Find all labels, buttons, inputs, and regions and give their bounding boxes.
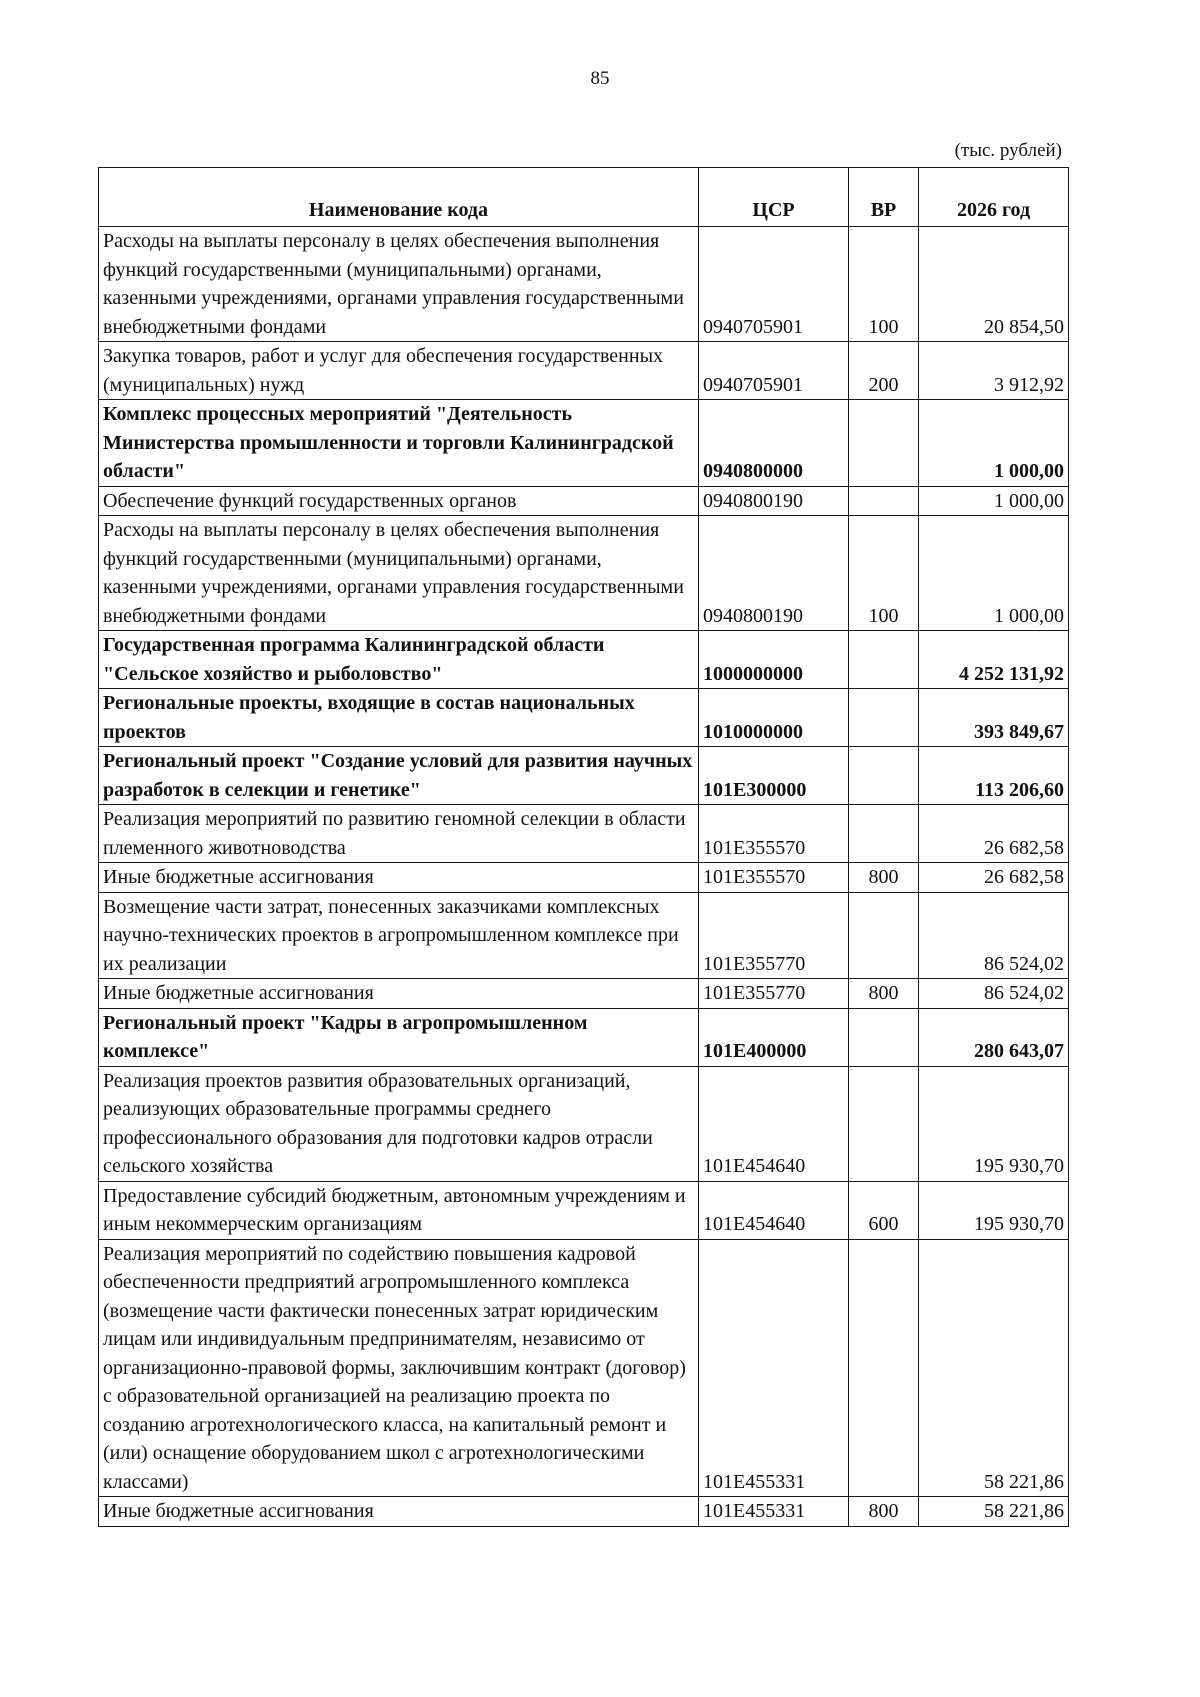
cell-vr xyxy=(849,689,919,747)
cell-name: Комплекс процессных мероприятий "Деятельность Министерства промышленности и торговли Калининградской области" xyxy=(99,400,699,487)
cell-sum: 1 000,00 xyxy=(919,486,1069,516)
cell-sum: 1 000,00 xyxy=(919,400,1069,487)
table-row xyxy=(99,979,1069,1009)
cell-vr xyxy=(849,805,919,863)
cell-vr: 800 xyxy=(849,979,919,1009)
table-row xyxy=(99,892,1069,979)
header-vr: ВР xyxy=(849,168,919,227)
cell-sum: 58 221,86 xyxy=(919,1497,1069,1527)
cell-name: Расходы на выплаты персоналу в целях обеспечения выполнения функций государственными (муниципальными) органами, казенными учреждениями, органами управления государственными внебюджетными фондами xyxy=(99,227,699,342)
cell-name: Закупка товаров, работ и услуг для обеспечения государственных (муниципальных) нужд xyxy=(99,342,699,400)
cell-csr: 0940705901 xyxy=(699,342,849,400)
cell-csr: 101E400000 xyxy=(699,1008,849,1066)
cell-csr: 101E454640 xyxy=(699,1181,849,1239)
table-row xyxy=(99,486,1069,516)
table-row xyxy=(99,516,1069,631)
cell-csr: 0940705901 xyxy=(699,227,849,342)
table-row xyxy=(99,863,1069,893)
cell-vr xyxy=(849,1239,919,1497)
cell-csr: 101E300000 xyxy=(699,747,849,805)
table-row xyxy=(99,227,1069,342)
cell-name: Реализация мероприятий по содействию повышения кадровой обеспеченности предприятий агропромышленного комплекса (возмещение части фактически понесенных затрат юридическим лицам или индивидуальным предпринимателям, независимо от организационно-правовой формы, заключившим контракт (договор) с образовательной организацией на реализацию проекта по созданию агротехнологического класса, на капитальный ремонт и (или) оснащение оборудованием школ с агротехнологическими классами) xyxy=(99,1239,699,1497)
table-body xyxy=(99,227,1069,1527)
cell-sum: 195 930,70 xyxy=(919,1066,1069,1181)
cell-csr: 101E455331 xyxy=(699,1239,849,1497)
table-header-row xyxy=(99,168,1069,227)
table-row xyxy=(99,631,1069,689)
table-row xyxy=(99,1497,1069,1527)
cell-name: Региональный проект "Создание условий для развития научных разработок в селекции и генетике" xyxy=(99,747,699,805)
cell-sum: 4 252 131,92 xyxy=(919,631,1069,689)
cell-name: Региональные проекты, входящие в состав национальных проектов xyxy=(99,689,699,747)
cell-name: Иные бюджетные ассигнования xyxy=(99,863,699,893)
cell-csr: 101E355570 xyxy=(699,863,849,893)
cell-sum: 86 524,02 xyxy=(919,892,1069,979)
cell-vr xyxy=(849,1008,919,1066)
cell-name: Иные бюджетные ассигнования xyxy=(99,1497,699,1527)
cell-vr: 100 xyxy=(849,227,919,342)
cell-name: Иные бюджетные ассигнования xyxy=(99,979,699,1009)
cell-vr: 800 xyxy=(849,863,919,893)
cell-name: Государственная программа Калининградской области "Сельское хозяйство и рыболовство" xyxy=(99,631,699,689)
cell-sum: 1 000,00 xyxy=(919,516,1069,631)
table-row xyxy=(99,1008,1069,1066)
table-row xyxy=(99,342,1069,400)
cell-name: Предоставление субсидий бюджетным, автономным учреждениям и иным некоммерческим организациям xyxy=(99,1181,699,1239)
cell-vr: 100 xyxy=(849,516,919,631)
cell-csr: 101E454640 xyxy=(699,1066,849,1181)
cell-sum: 113 206,60 xyxy=(919,747,1069,805)
header-year: 2026 год xyxy=(919,168,1069,227)
table-row xyxy=(99,1181,1069,1239)
cell-vr xyxy=(849,892,919,979)
header-csr: ЦСР xyxy=(699,168,849,227)
cell-name: Реализация мероприятий по развитию геномной селекции в области племенного животноводства xyxy=(99,805,699,863)
table-row xyxy=(99,805,1069,863)
cell-vr xyxy=(849,400,919,487)
budget-table xyxy=(98,167,1069,1527)
cell-sum: 58 221,86 xyxy=(919,1239,1069,1497)
cell-csr: 0940800000 xyxy=(699,400,849,487)
cell-name: Обеспечение функций государственных органов xyxy=(99,486,699,516)
cell-vr xyxy=(849,1066,919,1181)
cell-vr xyxy=(849,747,919,805)
cell-csr: 101E355770 xyxy=(699,979,849,1009)
header-name: Наименование кода xyxy=(99,168,699,227)
cell-vr xyxy=(849,486,919,516)
cell-vr: 200 xyxy=(849,342,919,400)
cell-sum: 393 849,67 xyxy=(919,689,1069,747)
cell-sum: 26 682,58 xyxy=(919,863,1069,893)
units-label: (тыс. рублей) xyxy=(954,140,1062,161)
cell-vr: 800 xyxy=(849,1497,919,1527)
cell-csr: 101E355770 xyxy=(699,892,849,979)
cell-name: Расходы на выплаты персоналу в целях обеспечения выполнения функций государственными (муниципальными) органами, казенными учреждениями, органами управления государственными внебюджетными фондами xyxy=(99,516,699,631)
cell-sum: 280 643,07 xyxy=(919,1008,1069,1066)
cell-csr: 101E355570 xyxy=(699,805,849,863)
cell-name: Региональный проект "Кадры в агропромышленном комплексе" xyxy=(99,1008,699,1066)
table-row xyxy=(99,400,1069,487)
cell-vr: 600 xyxy=(849,1181,919,1239)
cell-vr xyxy=(849,631,919,689)
table-row xyxy=(99,1066,1069,1181)
cell-sum: 20 854,50 xyxy=(919,227,1069,342)
cell-sum: 195 930,70 xyxy=(919,1181,1069,1239)
table-row xyxy=(99,747,1069,805)
cell-sum: 3 912,92 xyxy=(919,342,1069,400)
table-row xyxy=(99,1239,1069,1497)
page-number: 85 xyxy=(590,68,610,89)
cell-sum: 86 524,02 xyxy=(919,979,1069,1009)
cell-name: Реализация проектов развития образовательных организаций, реализующих образовательные программы среднего профессионального образования для подготовки кадров отрасли сельского хозяйства xyxy=(99,1066,699,1181)
cell-name: Возмещение части затрат, понесенных заказчиками комплексных научно-технических проектов в агропромышленном комплексе при их реализации xyxy=(99,892,699,979)
cell-csr: 101E455331 xyxy=(699,1497,849,1527)
cell-sum: 26 682,58 xyxy=(919,805,1069,863)
cell-csr: 0940800190 xyxy=(699,516,849,631)
table-row xyxy=(99,689,1069,747)
cell-csr: 0940800190 xyxy=(699,486,849,516)
cell-csr: 1010000000 xyxy=(699,689,849,747)
cell-csr: 1000000000 xyxy=(699,631,849,689)
